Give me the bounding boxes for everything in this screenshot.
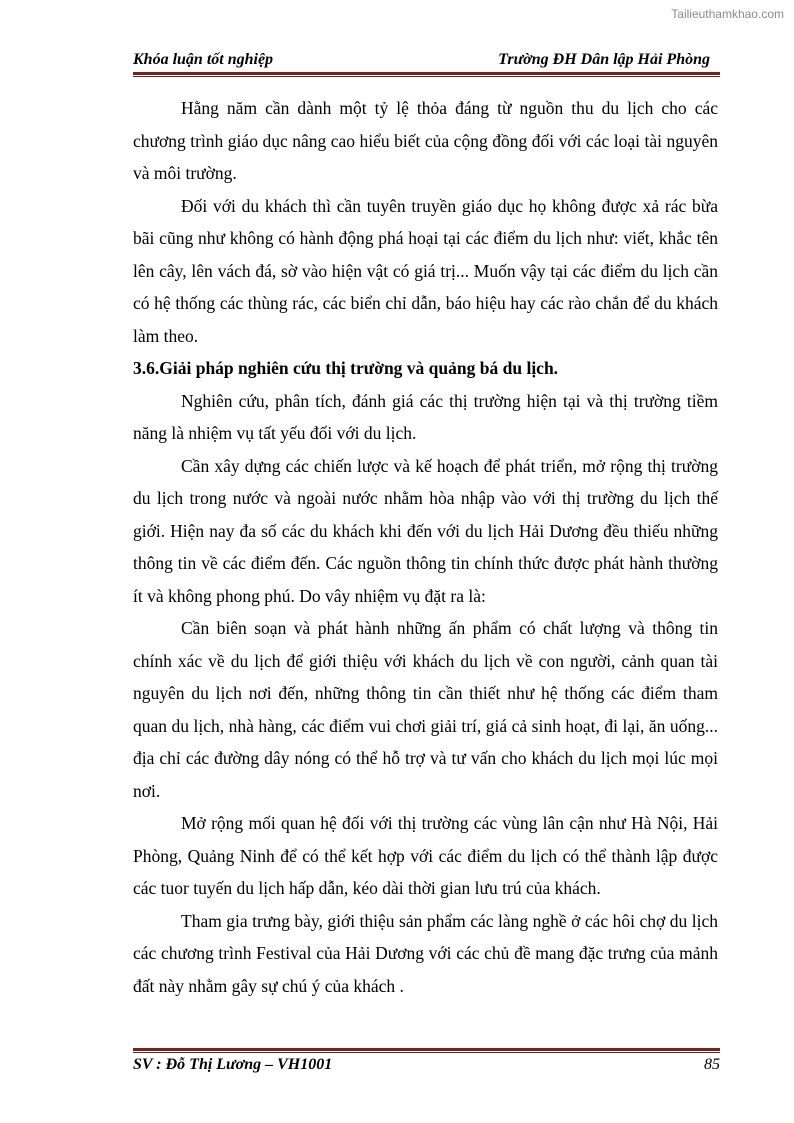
paragraph-3: Nghiên cứu, phân tích, đánh giá các thị trường hiện tại và thị trường tiềm năng là nhiệm vụ tất yếu đối với du lịch.: [133, 390, 718, 443]
header-thesis-label: Khóa luận tốt nghiệp: [133, 51, 274, 68]
paragraph-6: Mở rộng mối quan hệ đối với thị trường các vùng lân cận như Hà Nội, Hải Phòng, Quảng Ninh để có thể kết hợp với các điểm du lịch có thể thành lập được các tuor tuyến du lịch hấp dẫn, kéo dài thời gian lưu trú của khách.: [133, 813, 718, 898]
paragraph-5: Cần biên soạn và phát hành những ấn phẩm có chất lượng và thông tin chính xác về du lịch để giới thiệu với khách du lịch về con người, cảnh quan tài nguyên du lịch nơi đến, những thông tin cần thiết như hệ thống các điểm tham quan du lịch, nhà hàng, các điểm vui chơi giải trí, giá cả sinh hoạt, đi lại, ăn uống... địa chỉ các đường dây nóng có thể hỗ trợ và tư vấn cho khách du lịch mọi lúc mọi nơi.: [133, 618, 718, 801]
footer-rule: [133, 1048, 720, 1053]
paragraph-4: Cần xây dựng các chiến lược và kế hoạch để phát triển, mở rộng thị trường du lịch trong nước và ngoài nước nhằm hòa nhập vào với thị trường du lịch thế giới. Hiện nay đa số các du khách khi đến với du lịch Hải Dương đều thiếu những thông tin về các điểm đến. Các nguồn thông tin chính thức được phát hành thường ít và không phong phú. Do vây nhiệm vụ đặt ra là:: [133, 455, 718, 606]
header-rule: [133, 72, 720, 77]
paragraph-7: Tham gia trưng bày, giới thiệu sản phẩm các làng nghề ở các hôi chợ du lịch các chương trình Festival của Hải Dương với các chủ đề mang đặc trưng của mảnh đất này nhằm gây sự chú ý của khách .: [133, 910, 718, 996]
page-number: 85: [704, 1056, 720, 1073]
paragraph-1: Hằng năm cần dành một tỷ lệ thỏa đáng từ nguồn thu du lịch cho các chương trình giáo dục nâng cao hiểu biết của cộng đồng đối với các loại tài nguyên và môi trường.: [133, 98, 718, 183]
section-heading: 3.6.Giải pháp nghiên cứu thị trường và quảng bá du lịch.: [133, 358, 559, 378]
header-university-label: Trường ĐH Dân lập Hải Phòng: [498, 51, 710, 68]
paragraph-2: Đối với du khách thì cần tuyên truyền giáo dục họ không được xả rác bừa bãi cũng như không có hành động phá hoại tại các điểm du lịch như: viết, khắc tên lên cây, lên vách đá, sờ vào hiện vật có giá trị... Muốn vậy tại các điểm du lịch cần có hệ thống các thùng rác, các biển chỉ dẫn, báo hiệu hay các rào chắn để du khách làm theo.: [133, 195, 718, 346]
footer-student-name: SV : Đỗ Thị Lương – VH1001: [133, 1056, 333, 1073]
document-body: [133, 92, 718, 1002]
page-header: [133, 49, 720, 73]
watermark-text: Tailieuthamkhao.com: [671, 7, 784, 21]
